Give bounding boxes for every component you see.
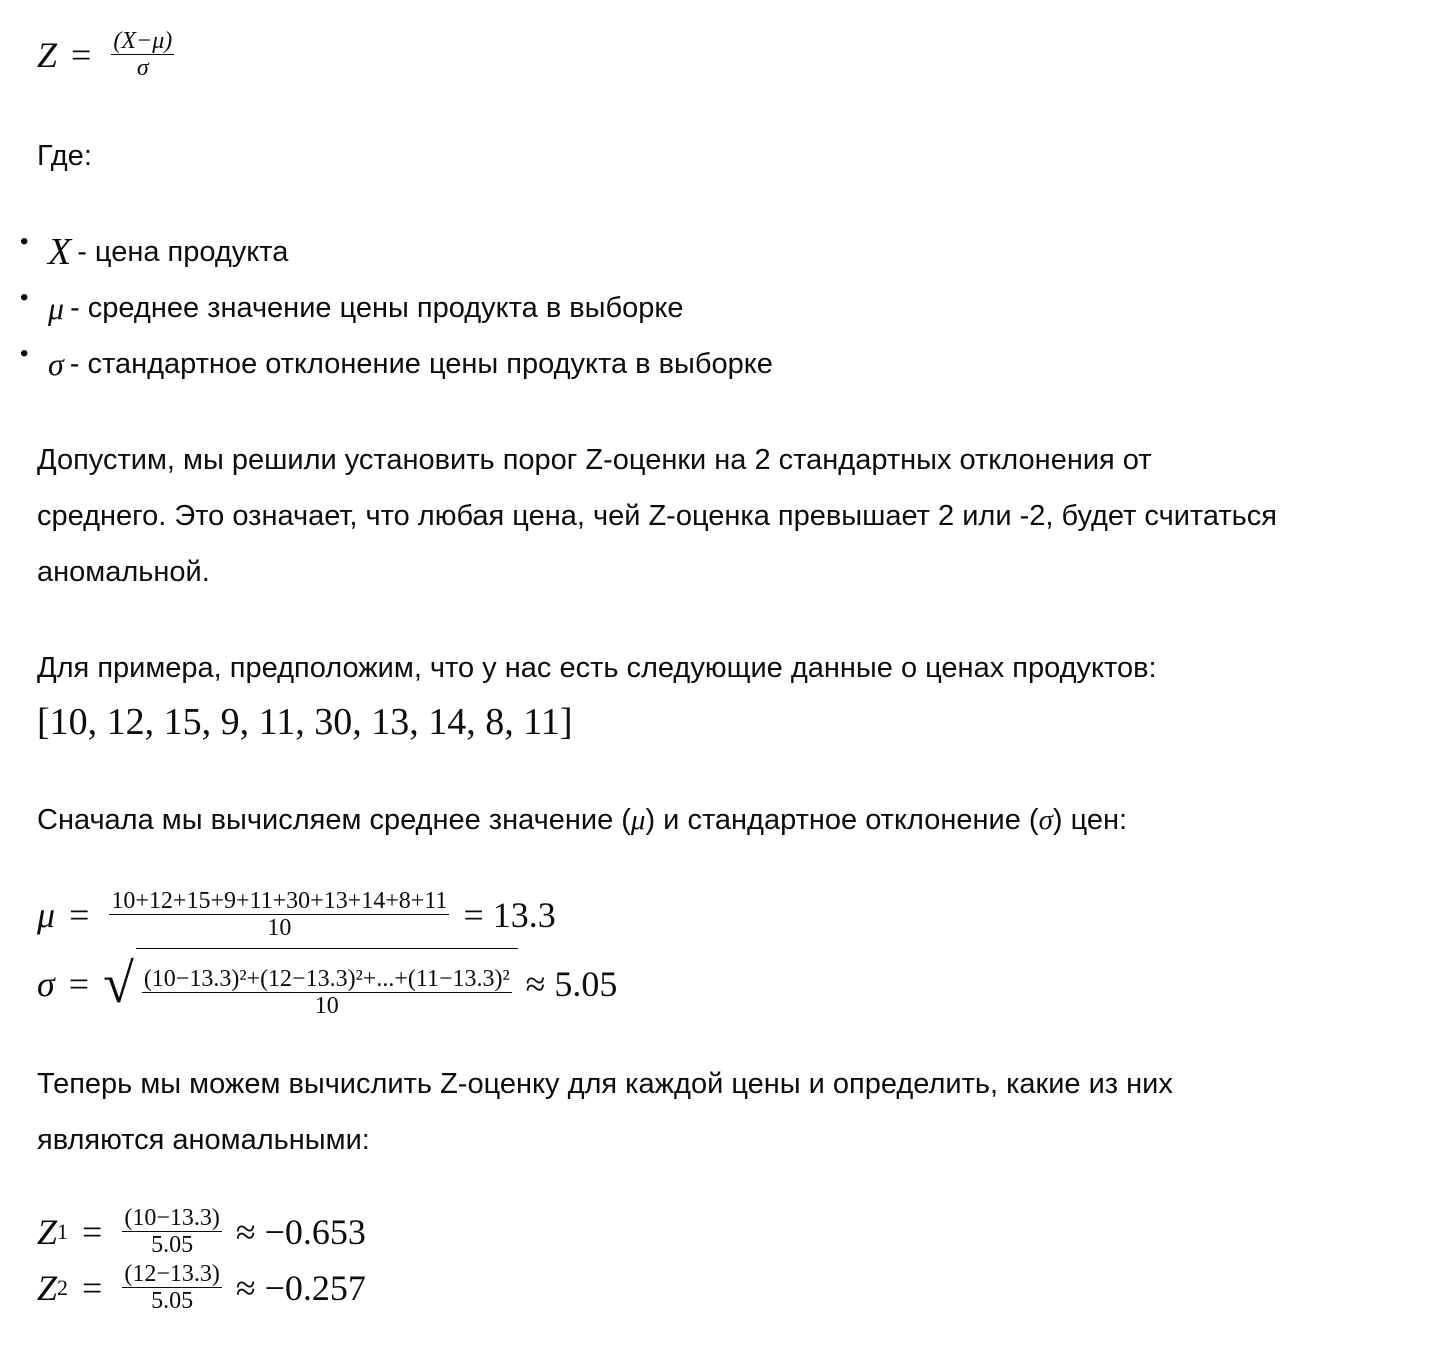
z-score-formula bbox=[37, 28, 180, 81]
mean-numerator: 10+12+15+9+11+30+13+14+8+11 bbox=[111, 888, 448, 914]
paragraph-line: Допустим, мы решили установить порог Z-оценки на 2 стандартных отклонения от bbox=[37, 444, 1152, 476]
z2-equals: = bbox=[82, 1267, 103, 1308]
z1-equals: = bbox=[82, 1211, 103, 1252]
paragraph-line: Теперь мы можем вычислить Z-оценку для каждой цены и определить, какие из них bbox=[37, 1068, 1173, 1100]
list-item bbox=[20, 224, 773, 280]
z2-lhs: Z bbox=[37, 1267, 58, 1308]
list-item bbox=[20, 280, 773, 336]
compute-paragraph bbox=[37, 792, 1127, 848]
compute-text-middle: ) и стандартное отклонение ( bbox=[645, 804, 1039, 836]
std-formula bbox=[37, 948, 617, 1019]
z1-denominator: 5.05 bbox=[151, 1232, 194, 1258]
z1-result: ≈ −0.653 bbox=[235, 1211, 366, 1252]
std-result: ≈ 5.05 bbox=[525, 963, 618, 1004]
formula-equals: = bbox=[71, 34, 92, 75]
z1-fraction bbox=[122, 1205, 222, 1258]
std-fraction bbox=[142, 966, 512, 1019]
threshold-paragraph bbox=[37, 432, 1277, 600]
example-paragraph: Для примера, предположим, что у нас есть следующие данные о ценах продуктов: bbox=[37, 652, 1157, 684]
z1-formula bbox=[37, 1205, 366, 1258]
z2-result: ≈ −0.257 bbox=[235, 1267, 366, 1308]
z1-subscript: 1 bbox=[57, 1218, 69, 1244]
mean-denominator: 10 bbox=[267, 915, 292, 941]
mean-equals: = bbox=[69, 894, 90, 935]
paragraph-line: аномальной. bbox=[37, 556, 210, 588]
where-label: Где: bbox=[37, 140, 92, 172]
mean-formula bbox=[37, 888, 556, 941]
symbol-mu: μ bbox=[48, 289, 65, 326]
z2-numerator: (12−13.3) bbox=[124, 1261, 220, 1287]
paragraph-line: являются аномальными: bbox=[37, 1124, 370, 1156]
formula-lhs: Z bbox=[37, 34, 58, 75]
bullet-icon: • bbox=[20, 340, 29, 367]
z2-formula bbox=[37, 1261, 366, 1314]
symbol-x: X bbox=[48, 231, 72, 273]
z2-fraction bbox=[122, 1261, 222, 1314]
paragraph-line: среднего. Это означает, что любая цена, чей Z-оценка превышает 2 или -2, будет считаться bbox=[37, 500, 1277, 532]
zscore-paragraph bbox=[37, 1056, 1173, 1168]
sqrt-expression bbox=[103, 948, 518, 1019]
definitions-list bbox=[20, 224, 773, 392]
std-numerator: (10−13.3)²+(12−13.3)²+...+(11−13.3)² bbox=[143, 966, 510, 992]
formula-fraction bbox=[111, 28, 174, 81]
definition-text: - цена продукта bbox=[77, 235, 289, 268]
bullet-icon: • bbox=[20, 228, 29, 255]
bullet-icon: • bbox=[20, 284, 29, 311]
formula-numerator: (X−μ) bbox=[113, 28, 173, 54]
std-denominator: 10 bbox=[314, 993, 339, 1019]
sqrt-body bbox=[136, 948, 518, 1019]
std-equals: = bbox=[68, 963, 90, 1004]
mean-result: = 13.3 bbox=[463, 894, 556, 935]
z2-subscript: 2 bbox=[57, 1274, 69, 1300]
list-item bbox=[20, 336, 773, 392]
mean-fraction bbox=[109, 888, 449, 941]
symbol-sigma: σ bbox=[48, 345, 64, 382]
z2-denominator: 5.05 bbox=[151, 1288, 194, 1314]
formula-denominator: σ bbox=[136, 55, 149, 81]
std-lhs: σ bbox=[37, 963, 55, 1004]
definition-text: - стандартное отклонение цены продукта в выборке bbox=[69, 347, 773, 380]
inline-sigma: σ bbox=[1038, 804, 1053, 836]
mean-lhs: μ bbox=[37, 894, 56, 935]
definition-text: - среднее значение цены продукта в выборке bbox=[70, 291, 684, 324]
sqrt-icon: √ bbox=[103, 952, 134, 1015]
z1-lhs: Z bbox=[37, 1211, 58, 1252]
z1-numerator: (10−13.3) bbox=[124, 1205, 220, 1231]
compute-text-after: ) цен: bbox=[1052, 804, 1128, 836]
compute-text-before: Сначала мы вычисляем среднее значение ( bbox=[37, 804, 631, 836]
inline-mu: μ bbox=[630, 804, 646, 836]
data-set: [10, 12, 15, 9, 11, 30, 13, 14, 8, 11] bbox=[37, 701, 573, 743]
